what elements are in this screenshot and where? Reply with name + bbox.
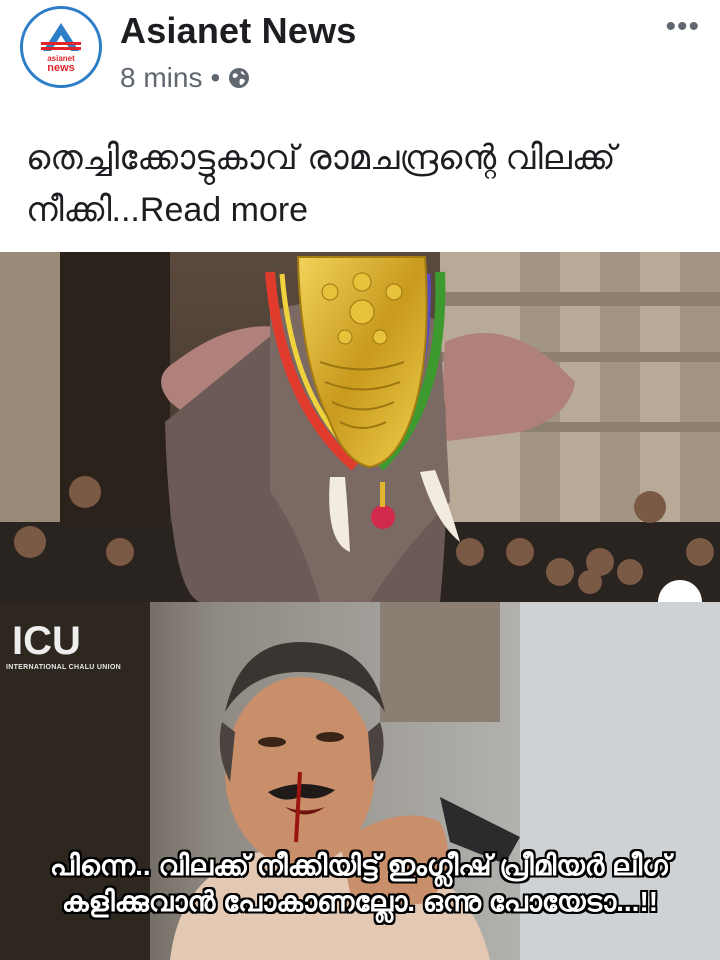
svg-text:ICU: ICU bbox=[12, 619, 81, 663]
more-options-icon[interactable]: ••• bbox=[665, 10, 700, 43]
read-more-link[interactable]: Read more bbox=[139, 191, 309, 229]
elephant-illustration bbox=[0, 252, 720, 602]
post-header bbox=[0, 0, 720, 110]
page-name[interactable]: Asianet News bbox=[120, 10, 357, 51]
post-meta bbox=[120, 62, 250, 94]
avatar-text-top: asianet bbox=[47, 54, 75, 63]
meme-logo-text: INTERNATIONAL CHALU UNION bbox=[6, 664, 121, 671]
post-time[interactable]: 8 mins bbox=[120, 62, 203, 93]
post-caption bbox=[26, 132, 696, 236]
meme-caption: പിന്നെ.. വിലക്ക് നീക്കിയിട്ട് ഇംഗ്ലീഷ് പ്രീമിയർ ലീഗ് കളിക്കുവാൻ പോകാണല്ലോ. ഒന്നു പോയേടാ...!! bbox=[49, 850, 671, 917]
meme-logo-icon bbox=[10, 612, 81, 664]
avatar-text-bottom: news bbox=[47, 62, 75, 74]
meta-separator: • bbox=[210, 62, 221, 93]
asianet-logo-icon bbox=[29, 15, 93, 79]
caption-text: തെച്ചിക്കോട്ടുകാവ് രാമചന്ദ്രന്റെ വിലക്ക് നീക്കി... bbox=[26, 139, 616, 229]
globe-icon bbox=[228, 67, 250, 89]
avatar[interactable] bbox=[20, 6, 102, 88]
elephant-photo[interactable] bbox=[0, 252, 720, 602]
